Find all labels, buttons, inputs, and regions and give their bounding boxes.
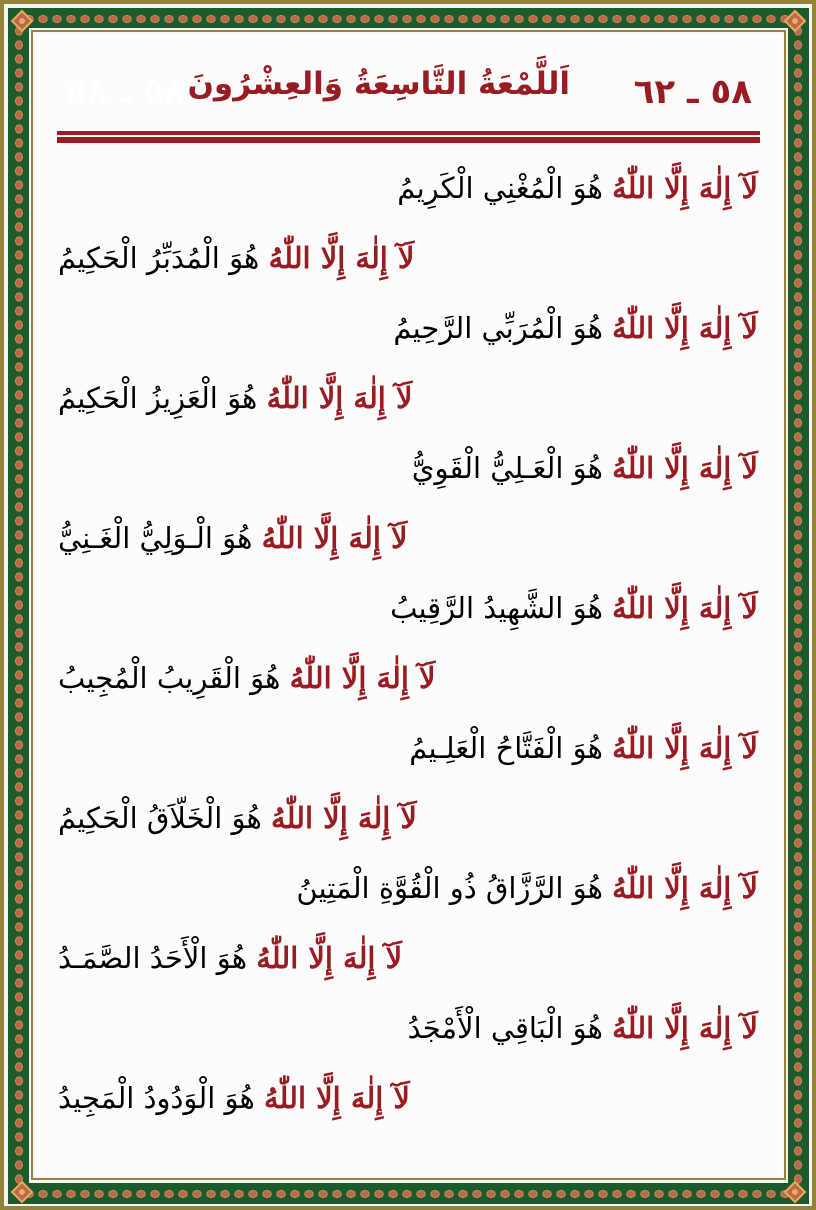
list-item [58,378,412,418]
list-item [58,238,414,278]
list-item [412,448,758,488]
list-item [296,868,758,908]
tahlil-prefix: لَآ إِلٰهَ إِلَّا اللّٰهُ [289,661,436,695]
list-item [58,798,417,838]
page-header [0,0,816,130]
divine-names: هُوَ الْخَلّاَقُ الْحَكِيمُ [58,801,262,835]
tahlil-prefix: لَآ إِلٰهَ إِلَّا اللّٰهُ [612,1011,758,1045]
tahlil-prefix: لَآ إِلٰهَ إِلَّا اللّٰهُ [271,801,417,835]
divine-names: هُوَ الْبَاقِي الْأَمْجَدُ [407,1011,603,1045]
divine-names: هُوَ الرَّزَّاقُ ذُو الْقُوَّةِ الْمَتِينُ [296,871,603,905]
page-range: ٥٨ ـ ٦٢ [633,72,752,112]
tahlil-prefix: لَآ إِلٰهَ إِلَّا اللّٰهُ [266,381,413,415]
tahlil-prefix: لَآ إِلٰهَ إِلَّا اللّٰهُ [612,311,758,345]
divine-names: هُوَ الْعَـلِيُّ الْقَوِيُّ [411,451,603,485]
list-item [409,728,758,768]
divine-names: هُوَ الشَّهِيدُ الرَّقِيبُ [390,591,603,625]
ornament-chain-left [12,24,26,1188]
tahlil-prefix: لَآ إِلٰهَ إِلَّا اللّٰهُ [264,1081,410,1115]
tahlil-prefix: لَآ إِلٰهَ إِلَّا اللّٰهُ [612,451,758,485]
ghost-page-range: ٥٨ ـ ٥٨ [66,72,185,112]
divine-names: هُوَ الْمُرَبِّي الرَّحِيمُ [393,311,603,345]
ornament-chain-right [791,24,805,1188]
list-item [393,308,758,348]
divine-names: هُوَ الْقَرِيبُ الْمُجِيبُ [58,661,281,695]
chapter-title: اَللَّمْعَةُ التَّاسِعَةُ وَالعِشْرُونَ [187,66,570,102]
ornament-chain-bottom [22,1187,794,1201]
tahlil-prefix: لَآ إِلٰهَ إِلَّا اللّٰهُ [261,521,408,555]
divine-names: هُوَ الْعَزِيزُ الْحَكِيمُ [58,381,258,415]
tahlil-prefix: لَآ إِلٰهَ إِلَّا اللّٰهُ [268,241,415,275]
list-item [408,1008,758,1048]
divine-names: هُوَ الْـوَلِيُّ الْغَـنِيُّ [58,521,253,555]
tahlil-prefix: لَآ إِلٰهَ إِلَّا اللّٰهُ [612,591,758,625]
tahlil-prefix: لَآ إِلٰهَ إِلَّا اللّٰهُ [612,731,758,765]
divine-names: هُوَ الْمُغْنِي الْكَرِيمُ [397,171,603,205]
header-rule-thin [57,131,760,135]
list-item [58,938,402,978]
list-item [58,1078,410,1118]
divine-names: هُوَ الْفَتَّاحُ الْعَلِـيمُ [409,731,603,765]
tahlil-prefix: لَآ إِلٰهَ إِلَّا اللّٰهُ [256,941,403,975]
tahlil-prefix: لَآ إِلٰهَ إِلَّا اللّٰهُ [612,871,758,905]
tahlil-prefix: لَآ إِلٰهَ إِلَّا اللّٰهُ [612,171,758,205]
list-item [58,658,436,698]
divine-names: هُوَ الْوَدُودُ الْمَجِيدُ [58,1081,255,1115]
list-item [397,168,758,208]
divine-names: هُوَ الْأَحَدُ الصَّمَـدُ [58,941,247,975]
list-item [390,588,758,628]
divine-names: هُوَ الْمُدَبِّرُ الْحَكِيمُ [58,241,260,275]
header-rule-thick [57,137,760,143]
list-item [58,518,408,558]
